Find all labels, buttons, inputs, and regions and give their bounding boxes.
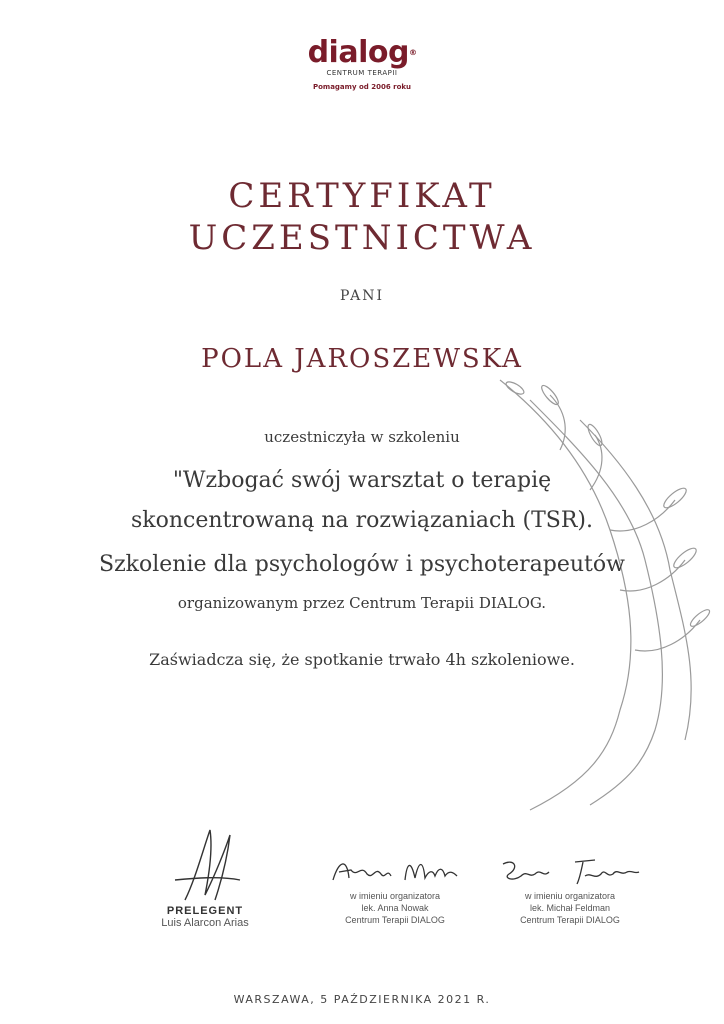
organizer-2-org: Centrum Terapii DIALOG [520, 915, 620, 925]
organizer-1-org: Centrum Terapii DIALOG [345, 915, 445, 925]
logo-tagline: Pomagamy od 2006 roku [312, 83, 412, 91]
salutation: PANI [339, 288, 385, 304]
organizer-2-role: w imieniu organizatora [524, 891, 616, 901]
organizer-text: organizowanym przez Centrum Terapii DIALOG. [177, 594, 547, 612]
logo-brand: dialog [307, 35, 409, 70]
course-title-line1: "Wzbogać swój warsztat o terapię [172, 468, 552, 493]
participated-text: uczestniczyła w szkoleniu [264, 428, 460, 446]
organizer-2-name: lek. Michał Feldman [529, 903, 611, 913]
confirmation-text: Zaświadcza się, że spotkanie trwało 4h szkoleniowe. [149, 650, 575, 669]
michal-feldman-signature-icon [495, 850, 645, 890]
certificate-title-line2: UCZESTNICTWA [188, 218, 536, 258]
dialog-logo [0, 35, 724, 91]
signature-block-organizer-2 [490, 850, 650, 926]
logo-reg-mark: ® [408, 48, 417, 57]
certificate-title-line1: CERTYFIKAT [228, 176, 496, 216]
organizer-1-role: w imieniu organizatora [349, 891, 441, 901]
signature-block-lecturer [140, 820, 270, 929]
organizer-1-name: lek. Anna Nowak [361, 903, 429, 913]
lecturer-role: PRELEGENT [166, 905, 244, 917]
anna-nowak-signature-icon [325, 850, 465, 890]
signature-block-organizer-1 [320, 850, 470, 926]
place-date-footer: WARSZAWA, 5 PAŹDZIERNIKA 2021 R. [233, 993, 491, 1006]
lecturer-signature-icon [165, 820, 245, 905]
logo-subtitle: CENTRUM TERAPII [326, 69, 398, 77]
recipient-name: POLA JAROSZEWSKA [201, 344, 523, 374]
course-title-line3: Szkolenie dla psychologów i psychoterapeutów [99, 552, 625, 577]
lecturer-name: Luis Alarcon Arias [161, 917, 249, 929]
course-title-line2: skoncentrowaną na rozwiązaniach (TSR). [131, 508, 593, 533]
